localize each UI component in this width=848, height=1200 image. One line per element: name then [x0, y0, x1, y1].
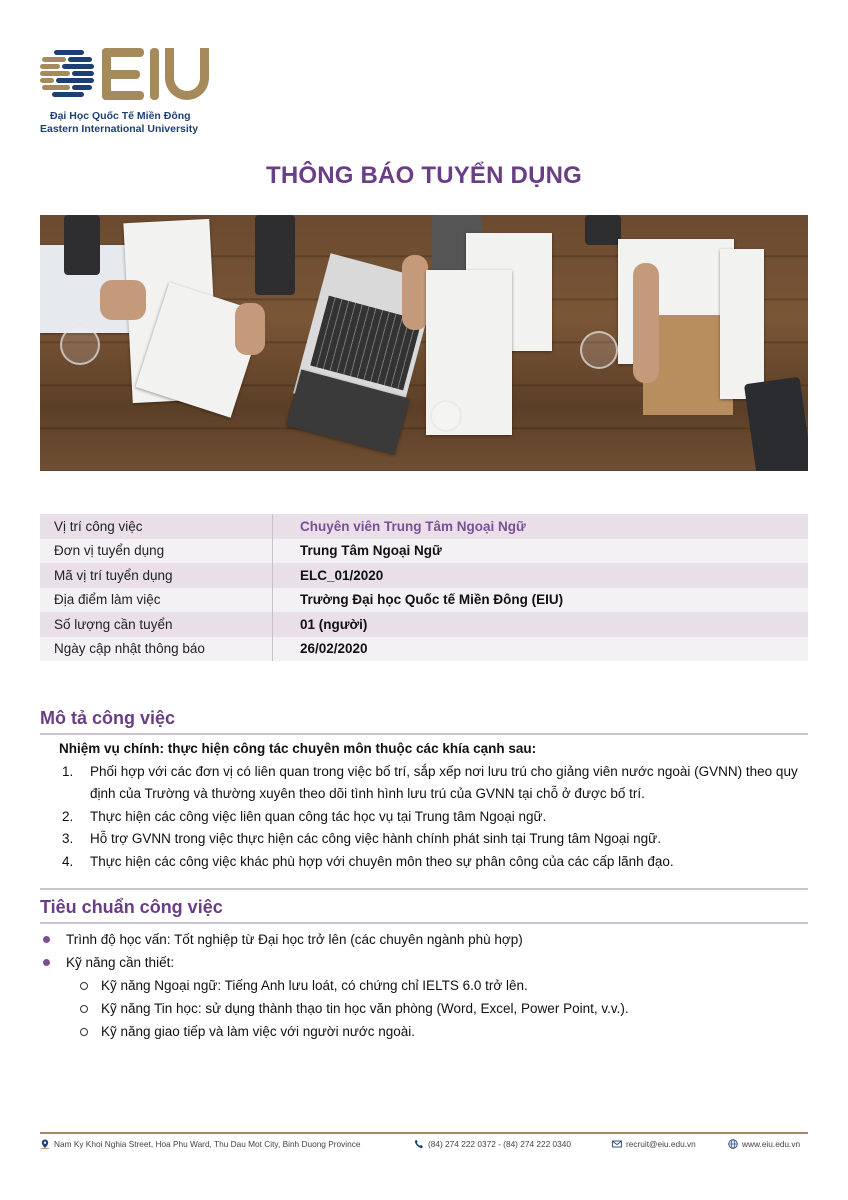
footer-contact	[40, 1137, 810, 1151]
circle-bullet-icon	[80, 1005, 88, 1013]
envelope-icon	[612, 1139, 622, 1149]
location-pin-icon	[40, 1139, 50, 1149]
item-number: 2.	[62, 808, 74, 824]
item-number: 1.	[62, 763, 74, 779]
info-label: Vị trí công việc	[40, 514, 273, 539]
list-item	[62, 851, 812, 874]
section-divider	[40, 733, 808, 735]
footer-divider	[40, 1132, 808, 1134]
section-heading-description: Mô tả công việc	[40, 708, 176, 728]
item-number: 3.	[62, 831, 74, 846]
phone-icon	[414, 1139, 424, 1149]
info-value-unit: Trung Tâm Ngoại Ngữ	[300, 543, 442, 559]
hero-image	[40, 215, 808, 471]
info-row-unit	[40, 539, 808, 564]
sub-list-item	[40, 997, 810, 1020]
duties-list	[62, 761, 812, 874]
info-value-location: Trường Đại học Quốc tế Miền Đông (EIU)	[300, 592, 564, 608]
item-number: 4.	[62, 853, 74, 869]
section-heading-standards: Tiêu chuẩn công việc	[40, 897, 223, 917]
eiu-logo	[40, 48, 220, 138]
logo-university-name	[40, 110, 198, 136]
info-row-location	[40, 588, 808, 613]
circle-bullet-icon	[80, 982, 88, 990]
sub-list-item	[40, 974, 810, 997]
bullet-icon	[43, 936, 50, 943]
info-label: Số lượng cần tuyển	[40, 612, 273, 637]
info-value-quantity: 01 (người)	[300, 616, 368, 632]
description-lead: Nhiệm vụ chính: thực hiện công tác chuyên môn thuộc các khía cạnh sau:	[59, 741, 537, 756]
list-item	[40, 951, 810, 974]
footer-address	[40, 1139, 414, 1149]
globe-icon	[728, 1139, 738, 1149]
job-description	[59, 738, 812, 873]
info-row-position	[40, 514, 808, 539]
info-value-position: Chuyên viên Trung Tâm Ngoại Ngữ	[300, 518, 526, 534]
info-value-updated: 26/02/2020	[300, 641, 368, 657]
info-label: Ngày cập nhật thông báo	[40, 637, 273, 662]
footer-email[interactable]	[612, 1139, 728, 1149]
info-label: Đơn vị tuyển dụng	[40, 539, 273, 564]
item-text: Thực hiện các công việc liên quan công tác học vụ tại Trung tâm Ngoại ngữ.	[90, 808, 547, 824]
circle-bullet-icon	[80, 1028, 88, 1036]
item-text: Kỹ năng cần thiết:	[66, 955, 175, 970]
info-row-code	[40, 563, 808, 588]
page-title: THÔNG BÁO TUYỂN DỤNG	[266, 162, 582, 189]
email-link[interactable]: recruit@eiu.edu.vn	[626, 1139, 696, 1149]
website-link[interactable]: www.eiu.edu.vn	[742, 1139, 801, 1149]
list-item	[40, 928, 810, 951]
info-label: Mã vị trí tuyển dụng	[40, 563, 273, 588]
footer-phone	[414, 1139, 612, 1149]
item-text: Kỹ năng Tin học: sử dụng thành thạo tin học văn phòng (Word, Excel, Power Point, v.v.).	[101, 1001, 629, 1016]
sub-list-item	[40, 1020, 810, 1043]
info-row-quantity	[40, 612, 808, 637]
logo-name-en: Eastern International University	[40, 123, 199, 135]
item-text: Hỗ trợ GVNN trong việc thực hiện các công việc hành chính phát sinh tại Trung tâm Ngoại ngữ.	[90, 831, 661, 846]
item-text: Thực hiện các công việc khác phù hợp với chuyên môn theo sự phân công của các cấp lãnh đạo.	[90, 853, 674, 869]
section-divider	[40, 888, 808, 890]
job-info-table	[40, 514, 808, 661]
logo-wordmark	[102, 48, 209, 102]
item-text: Trình độ học vấn: Tốt nghiệp từ Đại học trở lên (các chuyên ngành phù hợp)	[66, 932, 523, 947]
info-value-code: ELC_01/2020	[300, 567, 384, 583]
bullet-icon	[43, 959, 50, 966]
section-divider	[40, 922, 808, 924]
info-row-updated	[40, 637, 808, 662]
job-standards	[40, 928, 810, 1043]
item-text: Kỹ năng Ngoại ngữ: Tiếng Anh lưu loát, có chứng chỉ IELTS 6.0 trở lên.	[101, 978, 528, 993]
list-item	[62, 806, 812, 829]
logo-stripes-icon	[40, 50, 96, 100]
item-text: Kỹ năng giao tiếp và làm việc với người nước ngoài.	[101, 1024, 416, 1039]
footer-website[interactable]	[728, 1139, 800, 1149]
list-item	[62, 761, 812, 806]
item-text: Phối hợp với các đơn vị có liên quan trong việc bố trí, sắp xếp nơi lưu trú cho giảng viên nước ngoài (GVNN) theo quy định của Trường và thường xuyên theo dõi tình hình lưu trú của GVNN tại chỗ ở được bố trí.	[90, 763, 798, 801]
logo-name-vi: Đại Học Quốc Tế Miền Đông	[50, 110, 191, 122]
info-label: Địa điểm làm việc	[40, 588, 273, 613]
list-item	[62, 828, 812, 851]
phone-text: (84) 274 222 0372 - (84) 274 222 0340	[428, 1139, 571, 1149]
address-text: Nam Ky Khoi Nghia Street, Hoa Phu Ward, Thu Dau Mot City, Binh Duong Province	[54, 1139, 361, 1149]
